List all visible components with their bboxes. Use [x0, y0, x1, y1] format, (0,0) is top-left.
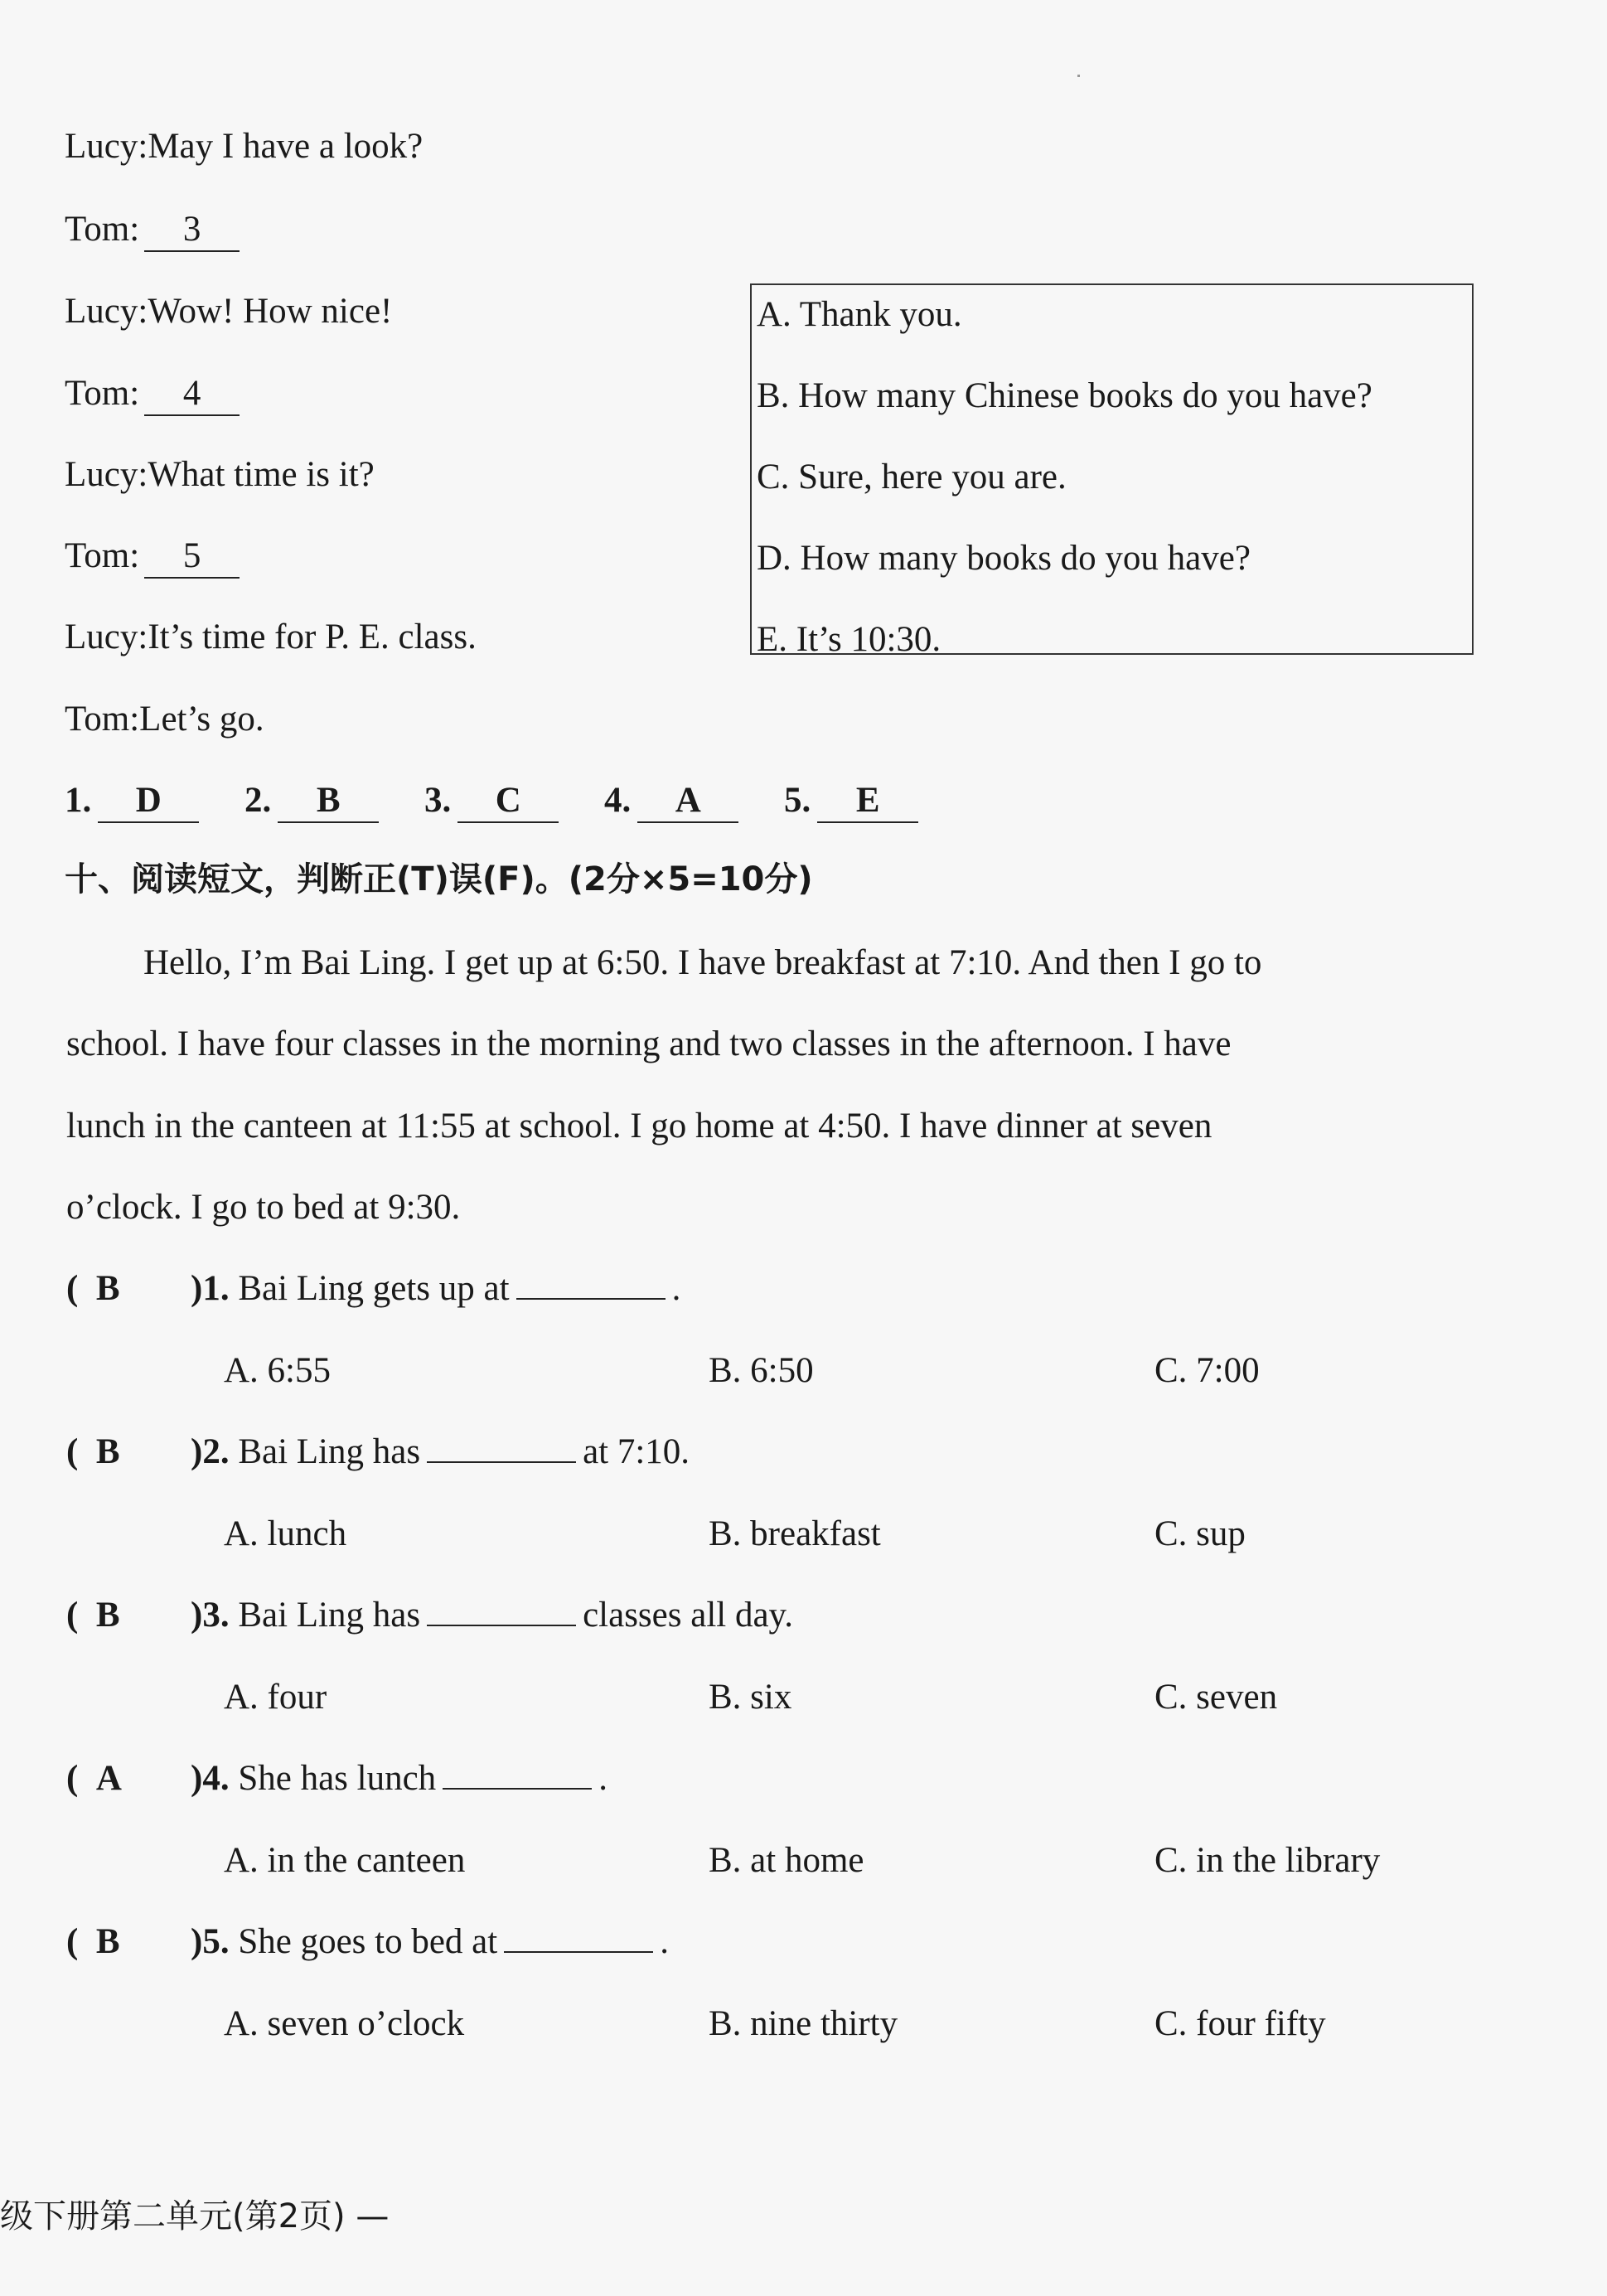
question-answer: A	[95, 1759, 122, 1798]
answer-paren: ( A	[66, 1759, 122, 1798]
scan-speck	[1077, 75, 1080, 77]
answer-paren: ( B	[66, 1269, 120, 1308]
question-text-after: classes all day.	[583, 1596, 794, 1635]
answer-item	[424, 782, 559, 823]
answer-item	[784, 782, 918, 823]
answer-value: D	[98, 782, 199, 823]
option-e: E. It’s 10:30.	[757, 620, 941, 659]
passage-line: school. I have four classes in the morning and two classes in the afternoon. I have	[66, 1024, 1232, 1063]
question-number: )5.	[191, 1922, 230, 1961]
dialog-line	[65, 375, 240, 416]
dialog-line	[65, 211, 240, 252]
answer-number: 4.	[604, 781, 632, 820]
choice: A. four	[224, 1678, 327, 1717]
speaker: Tom:	[65, 700, 140, 739]
speaker: Lucy:	[65, 127, 148, 166]
answer-paren: ( B	[66, 1432, 120, 1471]
answer-number: 1.	[65, 781, 92, 820]
dialog-line	[65, 128, 423, 164]
speaker: Lucy:	[65, 455, 148, 494]
speaker: Tom:	[65, 536, 140, 575]
passage-line: lunch in the canteen at 11:55 at school. I go home at 4:50. I have dinner at seven	[66, 1107, 1213, 1146]
dialog-line	[65, 538, 240, 579]
page-footer: 级下册第二单元(第2页) —	[0, 2197, 390, 2235]
answer-number: 2.	[244, 781, 272, 820]
choice: A. seven o’clock	[224, 2004, 465, 2043]
question	[66, 1271, 680, 1306]
choice: C. seven	[1154, 1678, 1278, 1717]
question-text-after: .	[660, 1922, 669, 1961]
question-text-after: .	[671, 1269, 681, 1308]
question-number: )2.	[191, 1432, 230, 1471]
choice: C. 7:00	[1154, 1351, 1260, 1390]
fill-blank	[427, 1436, 576, 1463]
dialog-line	[65, 293, 392, 329]
answer-blank: 4	[144, 375, 240, 416]
answer-paren: ( B	[66, 1596, 120, 1635]
question-text: She has lunch	[238, 1759, 437, 1798]
line-text: What time is it?	[148, 455, 375, 494]
question	[66, 1434, 690, 1470]
option-b: B. How many Chinese books do you have?	[757, 376, 1372, 415]
line-text: Wow! How nice!	[148, 292, 393, 331]
speaker: Lucy:	[65, 618, 148, 656]
choice: B. nine thirty	[709, 2004, 898, 2043]
answer-value: E	[817, 782, 918, 823]
section-title: 十、阅读短文，判断正(T)误(F)。(2分×5=10分)	[65, 860, 813, 899]
passage-line: Hello, I’m Bai Ling. I get up at 6:50. I have breakfast at 7:10. And then I go to	[143, 943, 1262, 982]
dialog-line	[65, 619, 477, 655]
question	[66, 1761, 607, 1796]
line-text: It’s time for P. E. class.	[148, 618, 477, 656]
answer-number: 5.	[784, 781, 811, 820]
answer-value: A	[637, 782, 738, 823]
fill-blank	[427, 1600, 576, 1626]
question-answer: B	[95, 1432, 120, 1471]
fill-blank	[504, 1926, 653, 1953]
question-number: )4.	[191, 1759, 230, 1798]
question-text: Bai Ling gets up at	[238, 1269, 510, 1308]
choice: A. lunch	[224, 1514, 347, 1553]
answer-value: B	[278, 782, 379, 823]
question-text-after: at 7:10.	[583, 1432, 690, 1471]
line-text: May I have a look?	[148, 127, 424, 166]
choice: C. sup	[1154, 1514, 1246, 1553]
option-a: A. Thank you.	[757, 295, 962, 334]
choice: B. six	[709, 1678, 792, 1717]
question-text-after: .	[598, 1759, 607, 1798]
answer-item	[604, 782, 738, 823]
fill-blank	[443, 1763, 592, 1790]
answer-number: 3.	[424, 781, 452, 820]
question-text: She goes to bed at	[238, 1922, 498, 1961]
question-number: )3.	[191, 1596, 230, 1635]
answer-item	[244, 782, 379, 823]
option-d: D. How many books do you have?	[757, 539, 1251, 578]
answer-paren: ( B	[66, 1922, 120, 1961]
choice: B. breakfast	[709, 1514, 881, 1553]
question-answer: B	[95, 1922, 120, 1961]
answer-blank: 5	[144, 538, 240, 579]
choice: A. 6:55	[224, 1351, 331, 1390]
speaker: Tom:	[65, 374, 140, 413]
options-box	[750, 283, 1474, 659]
choice: C. four fifty	[1154, 2004, 1326, 2043]
answer-value: C	[457, 782, 559, 823]
dialog-line	[65, 457, 375, 492]
answer-item	[65, 782, 199, 823]
choice: A. in the canteen	[224, 1841, 466, 1880]
question	[66, 1597, 793, 1633]
choice: B. at home	[709, 1841, 864, 1880]
option-c: C. Sure, here you are.	[757, 458, 1067, 496]
choice: C. in the library	[1154, 1841, 1381, 1880]
question-answer: B	[95, 1269, 120, 1308]
question-number: )1.	[191, 1269, 230, 1308]
question-answer: B	[95, 1596, 120, 1635]
speaker: Tom:	[65, 210, 140, 249]
dialog-line	[65, 701, 264, 737]
question-text: Bai Ling has	[238, 1432, 421, 1471]
line-text: Let’s go.	[139, 700, 264, 739]
question-text: Bai Ling has	[238, 1596, 421, 1635]
speaker: Lucy:	[65, 292, 148, 331]
choice: B. 6:50	[709, 1351, 814, 1390]
question	[66, 1924, 669, 1959]
answer-blank: 3	[144, 211, 240, 252]
passage-line: o’clock. I go to bed at 9:30.	[66, 1188, 461, 1227]
fill-blank	[516, 1273, 666, 1300]
